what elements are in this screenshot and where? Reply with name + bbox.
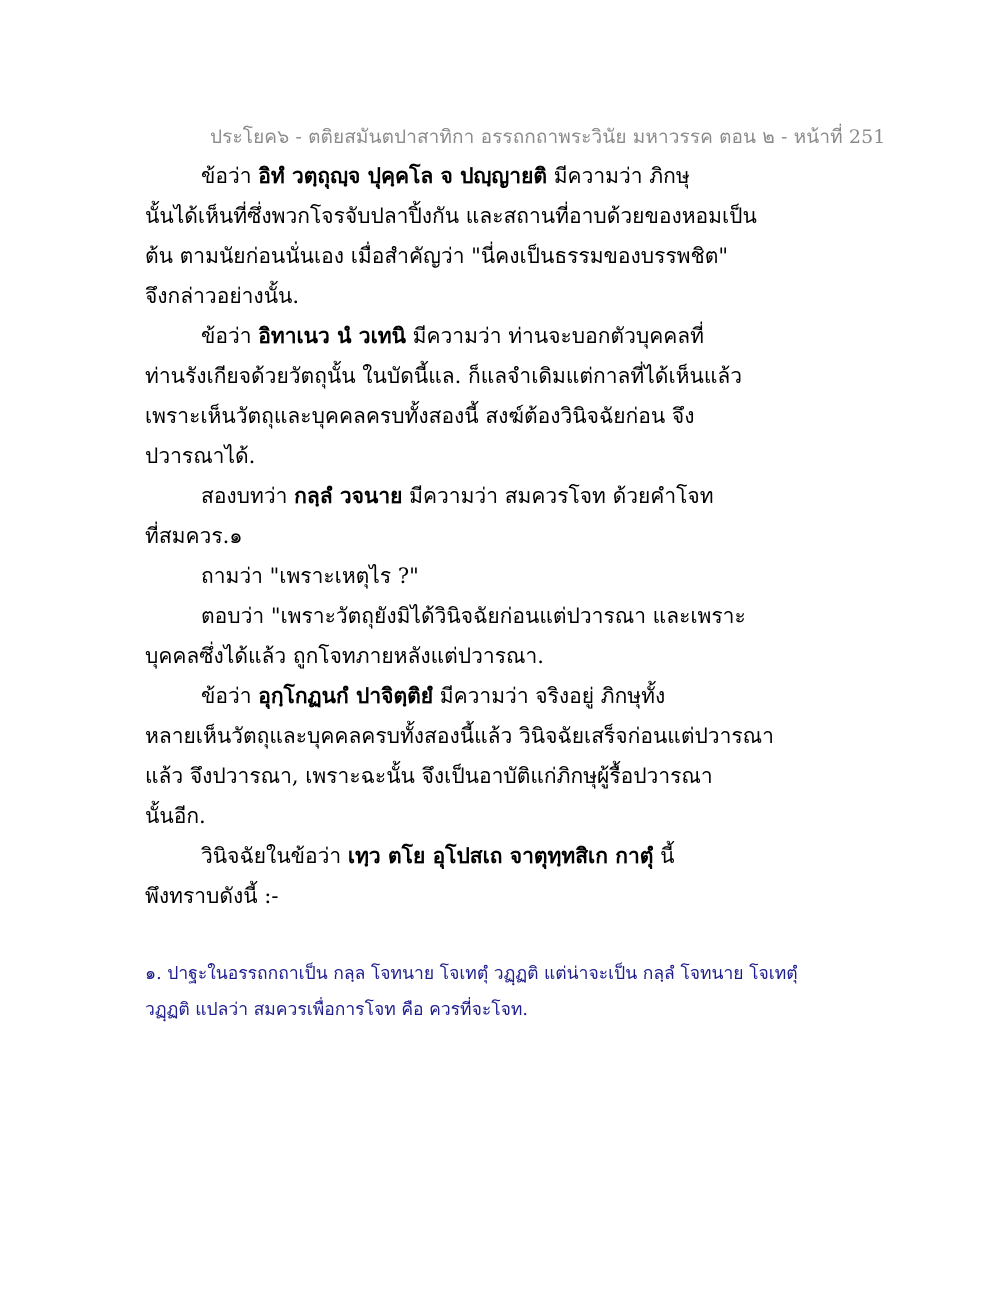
- text-span: บุคคลซึ่งได้แล้ว ถูกโจทภายหลังแต่ปวารณา.: [145, 644, 544, 668]
- text-line: [145, 396, 765, 436]
- paragraph: [145, 476, 765, 556]
- text-span: ต้น ตามนัยก่อนนั่นเอง เมื่อสำคัญว่า "นี่คงเป็นธรรมของบรรพชิต": [145, 244, 729, 268]
- pali-term: กลฺลํ วจนาย: [294, 483, 403, 508]
- text-span: หลายเห็นวัตถุและบุคคลครบทั้งสองนี้แล้ว วินิจฉัยเสร็จก่อนแต่ปวารณา: [145, 724, 774, 748]
- pali-term: อิทาเนว นํ วเทนิ: [258, 323, 406, 348]
- text-span: มีความว่า ภิกษุ: [547, 164, 690, 188]
- text-line: [145, 436, 765, 476]
- text-line: [145, 236, 765, 276]
- pali-term: เทฺว ตโย อุโปสเถ จาตุทฺทสิเก กาตุํ: [347, 843, 654, 868]
- text-line: [145, 596, 765, 636]
- pali-term: อิทํ วตฺถุญฺจ ปุคฺคโล จ ปญฺญายติ: [258, 163, 548, 188]
- paragraph: [145, 836, 765, 916]
- text-span: ตอบว่า "เพราะวัตถุยังมิได้วินิจฉัยก่อนแต่ปวารณา และเพราะ: [201, 604, 746, 628]
- text-line: [145, 636, 765, 676]
- text-line: [145, 516, 765, 556]
- text-span: มีความว่า จริงอยู่ ภิกษุทั้ง: [433, 684, 666, 708]
- text-line: [145, 876, 765, 916]
- text-span: ที่สมควร.๑: [145, 524, 243, 548]
- paragraph: [145, 676, 774, 836]
- text-line: [145, 156, 765, 196]
- text-line: [145, 196, 765, 236]
- text-line: [145, 276, 765, 316]
- text-line: [145, 756, 765, 796]
- footnotes: [145, 956, 865, 1028]
- text-line: [145, 716, 774, 756]
- body-text: [145, 156, 774, 916]
- text-line: [145, 316, 765, 356]
- text-line: [145, 556, 765, 596]
- text-span: ปวารณาได้.: [145, 444, 256, 468]
- text-span: มีความว่า ท่านจะบอกตัวบุคคลที่: [405, 324, 705, 348]
- text-span: แล้ว จึงปวารณา, เพราะฉะนั้น จึงเป็นอาบัติแก่ภิกษุผู้รื้อปวารณา: [145, 764, 713, 788]
- text-span: มีความว่า สมควรโจท ด้วยคำโจท: [402, 484, 714, 508]
- pali-term: อุกฺโกฏนกํ ปาจิตฺติยํ: [258, 683, 434, 708]
- text-span: สองบทว่า: [201, 484, 295, 508]
- text-span: พึงทราบดังนี้ :-: [145, 884, 279, 908]
- paragraph: [145, 316, 765, 476]
- page-header: ประโยค๖ - ตติยสมันตปาสาทิกา อรรถกถาพระวินัย มหาวรรค ตอน ๒ - หน้าที่ 251: [210, 126, 886, 148]
- text-span: นั้นอีก.: [145, 804, 206, 828]
- text-line: [145, 676, 765, 716]
- text-span: วินิจฉัยในข้อว่า: [201, 844, 348, 868]
- paragraph: [145, 556, 765, 596]
- text-span: ข้อว่า: [201, 684, 259, 708]
- text-span: ข้อว่า: [201, 324, 259, 348]
- text-span: นี้: [653, 844, 675, 868]
- text-line: [145, 356, 765, 396]
- text-span: ท่านรังเกียจด้วยวัตถุนั้น ในบัดนี้แล. ก็แลจำเดิมแต่กาลที่ได้เห็นแล้ว: [145, 364, 743, 388]
- text-span: นั้นได้เห็นที่ซึ่งพวกโจรจับปลาปิ้งกัน และสถานที่อาบด้วยของหอมเป็น: [145, 204, 757, 228]
- text-span: จึงกล่าวอย่างนั้น.: [145, 284, 300, 308]
- text-span: เพราะเห็นวัตถุและบุคคลครบทั้งสองนี้ สงฆ์ต้องวินิจฉัยก่อน จึง: [145, 404, 695, 428]
- paragraph: [145, 156, 765, 316]
- text-span: ถามว่า "เพราะเหตุไร ?": [201, 564, 419, 588]
- text-span: ข้อว่า: [201, 164, 259, 188]
- footnote-line: วฏฺฏติ แปลว่า สมควรเพื่อการโจท คือ ควรที่จะโจท.: [145, 1000, 528, 1020]
- text-line: [145, 476, 765, 516]
- footnote-line: ๑. ปาฐะในอรรถกถาเป็น กลฺล โจทนาย โจเทตุํ วฏฺฏติ แต่น่าจะเป็น กลฺลํ โจทนาย โจเทตุํ: [145, 964, 798, 984]
- paragraph: [145, 596, 765, 676]
- text-line: [145, 796, 765, 836]
- text-line: [145, 836, 765, 876]
